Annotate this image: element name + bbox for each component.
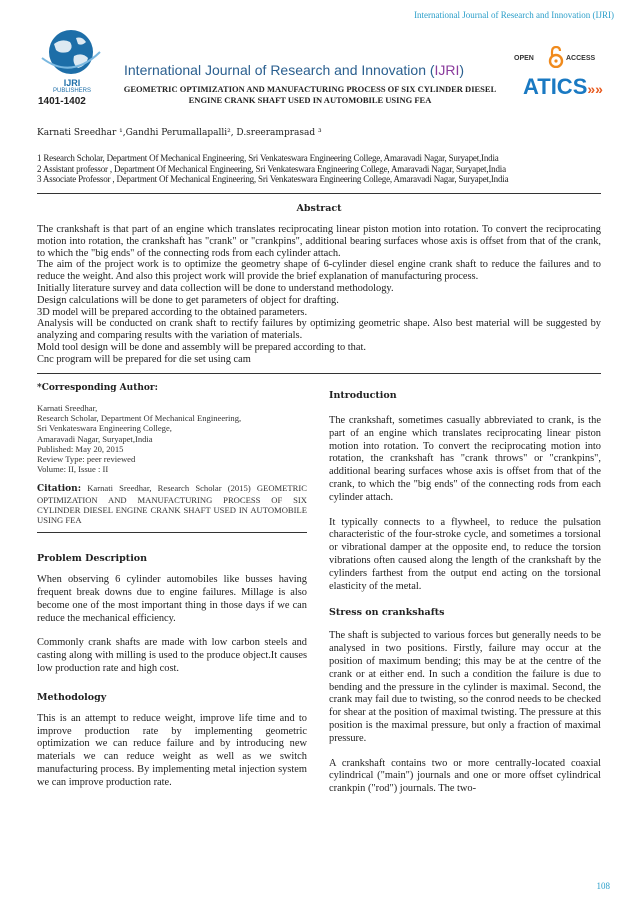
- issn: 1401-1402: [38, 96, 86, 107]
- abstract-paragraph: Design calculations will be done to get parameters of object for drafting.: [37, 294, 339, 306]
- corresponding-line: Sri Venkateswara Engineering College,: [37, 423, 172, 434]
- citation: [37, 483, 307, 525]
- divider: [37, 193, 601, 194]
- body-paragraph: It typically connects to a flywheel, to reduce the pulsation characteristic of the four-stroke cycle, and sometimes a torsional or vibrational damper at the opposite end, to reduce the torsion vibrations often caused along the length of the crankshaft by the cylinders farthest from the output end acting on the torsional elasticity of the metal.: [329, 516, 601, 592]
- body-paragraph: When observing 6 cylinder automobiles like busses having frequent break downs due to engine failures. Millage is also become one of the most important thing in those days if we can reduce the mechanical efficiency.: [37, 574, 307, 624]
- abstract-heading: Abstract: [296, 203, 342, 214]
- corresponding-line: Karnati Sreedhar,: [37, 403, 98, 413]
- open-lock-icon: [548, 46, 564, 68]
- citation-label: Citation:: [37, 484, 82, 495]
- corresponding-heading: *Corresponding Author:: [37, 383, 158, 393]
- logo-sub: PUBLISHERS: [52, 88, 91, 94]
- divider: [37, 532, 307, 533]
- citation-text: Karnati Sreedhar, Research Scholar (2015) GEOMETRIC OPTIMIZATION AND MANUFACTURING PROCESS OF SIX CYLINDER DIESEL ENGINE CRANK SHAFT USED IN AUTOMOBILE USING FEA: [37, 483, 307, 526]
- corresponding-line: Research Scholar, Department Of Mechanical Engineering,: [37, 413, 242, 424]
- abstract-paragraph: Initially literature survey and data collection will be done to understand methodology.: [37, 282, 394, 294]
- logo-brand: IJRI: [63, 78, 81, 88]
- left-column: [37, 383, 307, 790]
- section-heading: Problem Description: [37, 553, 148, 565]
- atics-logo: ATICS»»: [523, 74, 603, 99]
- open-access-left: OPEN: [514, 55, 534, 62]
- paper-title: GEOMETRIC OPTIMIZATION AND MANUFACTURING PROCESS OF SIX CYLINDER DIESEL ENGINE CRANK SHAFT USED IN AUTOMOBILE USING FEA: [123, 84, 497, 105]
- globe-icon: [40, 28, 102, 76]
- corresponding-line: Published: May 20, 2015: [37, 443, 124, 454]
- affiliation: 3 Associate Professor , Department Of Mechanical Engineering, Sri Venkateswara Engineering College, Amaravadi Nagar, Suryapet,India: [37, 174, 509, 184]
- abstract-paragraph: 3D model will be prepared according to the obtained parameters.: [37, 306, 308, 318]
- affiliations: [37, 153, 603, 185]
- section-heading: Methodology: [37, 691, 107, 703]
- running-head: International Journal of Research and Innovation (IJRI): [414, 10, 614, 20]
- journal-title: International Journal of Research and Innovation (IJRI): [124, 62, 465, 78]
- body-paragraph: Commonly crank shafts are made with low carbon steels and casting along with milling is used to the produce object.It causes low production rate and high cost.: [37, 637, 307, 675]
- section-heading: Introduction: [329, 390, 397, 401]
- body-paragraph: The crankshaft, sometimes casually abbreviated to crank, is the part of an engine which translates reciprocating linear piston motion into rotation. To convert the reciprocating motion into rotation, the crankshaft has "crank throws" or "crankpins", additional bearing surfaces whose axis is offset from that of the crank, to which the "big ends" of the connecting rods from each cylinder attach.: [329, 415, 601, 503]
- abstract-paragraph: Cnc program will be prepared for die set using cam: [37, 353, 251, 365]
- body-paragraph: The shaft is subjected to various forces but generally needs to be analysed in two positions. Firstly, failure may occur at the position of maximum bending; this may be at the centre of the crank or at either end. In such a condition the failure is due to bending and the pressure in the cylinder is maximal. Second, the crank may fail due to twisting, so the conrod needs to be checked for shear at the position of maximal twisting. The pressure at this position is the maximal pressure, but only a fraction of maximal pressure.: [329, 630, 601, 744]
- abstract-body: [37, 224, 601, 366]
- authors: Karnati Sreedhar ¹,Gandhi Perumallapalli², D.sreeramprasad ³: [37, 128, 322, 138]
- abstract-paragraph: Mold tool design will be done and assembly will be prepared according to that.: [37, 341, 366, 353]
- affiliation: 2 Assistant professor , Department Of Mechanical Engineering, Sri Venkateswara Engineering College, Amaravadi Nagar, Suryapet,India: [37, 163, 506, 174]
- corresponding-line: Review Type: peer reviewed: [37, 454, 136, 465]
- divider: [37, 373, 601, 374]
- corresponding-line: Amaravadi Nagar, Suryapet,India: [37, 433, 153, 444]
- body-paragraph: A crankshaft contains two or more centrally-located coaxial cylindrical ("main") journals and one or more offset cylindrical crankpin ("rod") journals. The two-: [329, 757, 601, 795]
- corresponding-line: Volume: II, Issue : II: [37, 464, 109, 475]
- abstract-paragraph: The aim of the project work is to optimize the geometry shape of 6-cylinder diesel engine crank shaft to reduce the failures and to reduce the weight. And also this project work will provide the brief explanation of manufacturing process.: [37, 259, 601, 283]
- page-number: 108: [596, 881, 610, 891]
- right-column: [329, 390, 601, 796]
- open-access-right: ACCESS: [566, 55, 596, 62]
- abstract-paragraph: Analysis will be conducted on crank shaft to rectify failures by optimizing geometric shape. Also best material will be suggested by analyzing and comparing results with the variation of materials.: [37, 318, 601, 342]
- section-heading: Stress on crankshafts: [329, 607, 445, 619]
- abstract-paragraph: The crankshaft is that part of an engine which translates reciprocating linear piston motion into rotation. To convert the reciprocating motion into rotation, the crankshaft has "crank" or "crankpins", additional bearing surfaces whose axis is offset from that of the crank, to which the "big ends" of the connecting rods from each cylinder attach.: [37, 224, 601, 259]
- affiliation: 1 Research Scholar, Department Of Mechanical Engineering, Sri Venkateswara Engineering College, Amaravadi Nagar, Suryapet,India: [37, 153, 499, 163]
- body-paragraph: This is an attempt to reduce weight, improve life time and to improve production rate by implementing geometric optimization we can reduce failure and by introducing new materials we can reduce weight as well as we switch manufacturing process. By implementing metal injection system we can improve production rate.: [37, 712, 307, 788]
- open-access-logo: [514, 46, 614, 68]
- atics-chevron-icon: »»: [587, 81, 603, 97]
